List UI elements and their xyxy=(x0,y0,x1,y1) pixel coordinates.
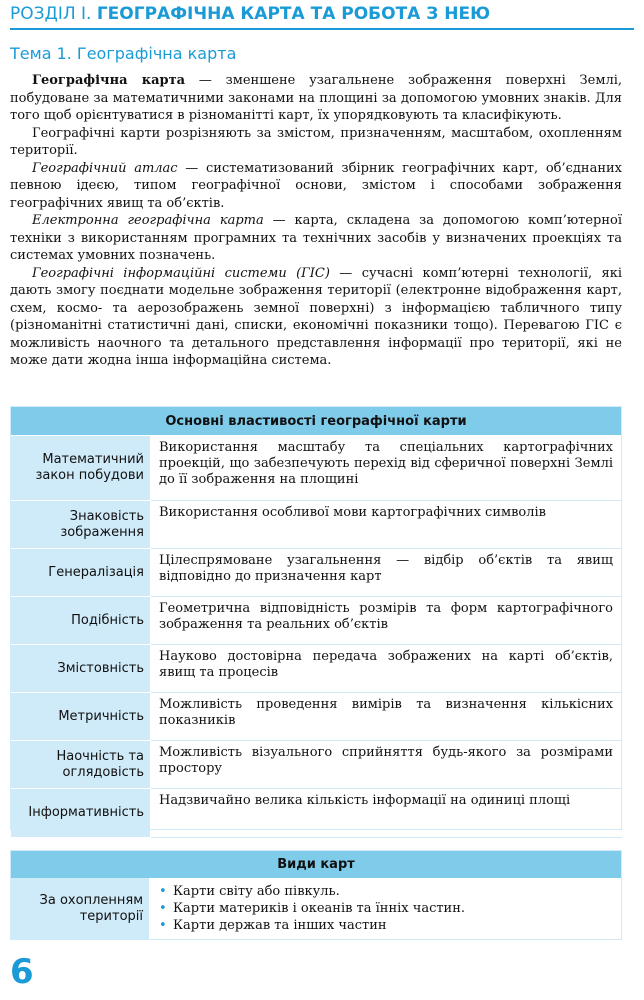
section-label: РОЗДІЛ І. xyxy=(10,4,92,24)
map-kind-list xyxy=(149,878,622,939)
property-name: Математичний закон побудови xyxy=(11,436,151,501)
term-geographic-map: Географічна карта xyxy=(32,73,186,88)
properties-table-title: Основні властивості географічної карти xyxy=(11,407,622,436)
body-text xyxy=(10,72,622,370)
paragraph-gis: Географічні інформаційні системи (ГІС) — сучасні комп’ютерні технології, які дають змогу поєднати модельне зображення території (електронне відображення карт, схем, космо- та аерозображень земної поверхні) з інформацією табличного типу (різноманітні статистичні дані, списки, економічні показники тощо). Перевагою ГІС є можливість наочного та детального представлення інформації про території, які не може дати жодна інша інформаційна система. xyxy=(10,265,622,368)
property-name: Метричність xyxy=(11,693,151,741)
property-name: Знаковість зображення xyxy=(11,501,151,549)
property-desc: Можливість проведення вимірів та визначення кількісних показників xyxy=(151,693,622,741)
table-row xyxy=(11,741,622,789)
page-number: 6 xyxy=(10,952,34,992)
property-desc: Цілеспрямоване узагальнення — відбір об’єктів та явищ відповідно до призначення карт xyxy=(151,549,622,597)
property-desc: Можливість візуального сприйняття будь-якого за розмірами простору xyxy=(151,741,622,789)
property-desc: Використання масштабу та спеціальних картографічних проекцій, що забезпечують перехід від сферичної поверхні Землі до її зображення на площині xyxy=(151,436,622,501)
table-row xyxy=(11,549,622,597)
table-row xyxy=(11,436,622,501)
paragraph-map-definition: Географічна карта — зменшене узагальнене зображення поверхні Землі, побудоване за математичними законами на площині за допомогою умовних знаків. Для того щоб орієнтуватися в різноманітті карт, їх упорядковують та класифікують. xyxy=(10,73,623,123)
paragraph-electronic-map: Електронна географічна карта — карта, складена за допомогою комп’ютерної техніки з використанням програмних та технічних засобів у визначених проекціях та системах умовних позначень. xyxy=(10,213,623,263)
table-row xyxy=(11,645,622,693)
map-kinds-title: Види карт xyxy=(10,850,622,878)
property-name: Інформативність xyxy=(11,789,151,838)
paragraph-map-classification: Географічні карти розрізняють за змістом, призначенням, масштабом, охопленням території. xyxy=(10,125,622,158)
property-name: Генералізація xyxy=(11,549,151,597)
map-kind-name: За охопленням території xyxy=(10,878,149,939)
map-kinds-table xyxy=(10,850,622,939)
table-row xyxy=(11,501,622,549)
list-item: • Карти світу або півкуль. xyxy=(159,884,340,899)
table-row xyxy=(11,789,622,838)
paragraph-atlas-definition: Географічний атлас — систематизований збірник географічних карт, об’єднаних певною ідеєю, типом географічної основи, змістом і способами зображення географічних явищ та об’єктів. xyxy=(10,160,622,211)
section-name: ГЕОГРАФІЧНА КАРТА ТА РОБОТА З НЕЮ xyxy=(96,4,491,24)
property-name: Подібність xyxy=(11,597,151,645)
table-row xyxy=(10,878,622,939)
term-gis: Географічні інформаційні системи (ГІС) xyxy=(32,265,330,281)
properties-table xyxy=(10,406,622,838)
property-name: Наочність та оглядовість xyxy=(11,741,151,789)
term-electronic-map: Електронна географічна карта xyxy=(32,213,264,228)
bullet-icon: • xyxy=(159,884,167,899)
property-desc: Геометрична відповідність розмірів та форм картографічного зображення та реальних об’єктів xyxy=(151,597,622,645)
term-atlas: Географічний атлас xyxy=(32,160,178,176)
list-item: • Карти держав та інших частин xyxy=(159,918,387,933)
bullet-icon: • xyxy=(159,918,167,933)
property-desc: Надзвичайно велика кількість інформації на одиниці площі xyxy=(151,789,622,838)
list-item: • Карти материків і океанів та їнніх частин. xyxy=(159,901,466,916)
property-desc: Науково достовірна передача зображених на карті об’єктів, явищ та процесів xyxy=(151,645,622,693)
table-row xyxy=(11,597,622,645)
table-row xyxy=(11,693,622,741)
property-desc: Використання особливої мови картографічних символів xyxy=(151,501,622,549)
section-title xyxy=(10,4,634,30)
topic-title: Тема 1. Географічна карта xyxy=(10,44,237,63)
property-name: Змістовність xyxy=(11,645,151,693)
bullet-icon: • xyxy=(159,901,167,916)
